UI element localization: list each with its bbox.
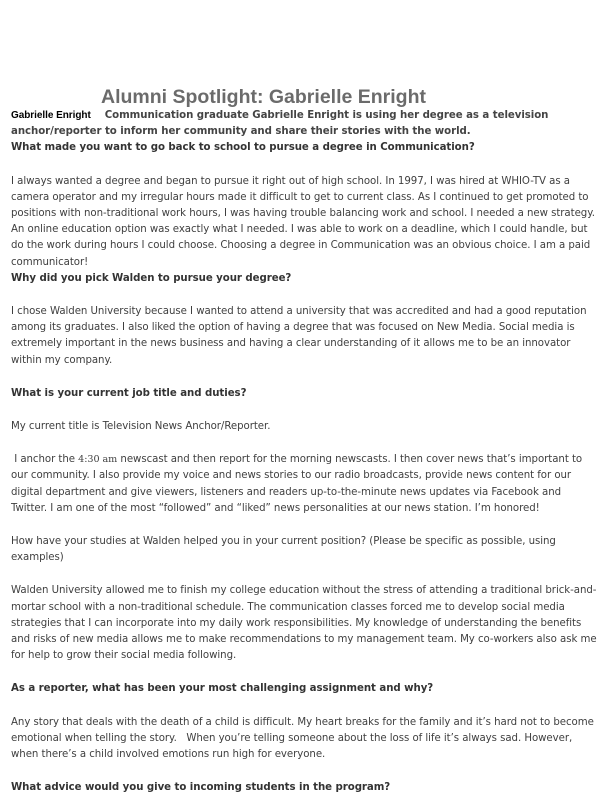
- question-3: What is your current job title and duties?: [11, 387, 247, 399]
- answer-3-title: My current title is Television News Anchor/Reporter.: [11, 421, 271, 433]
- intro-paragraph: [11, 108, 597, 140]
- answer-3-duties: [11, 452, 597, 517]
- answer-3-text-start: I anchor the: [11, 454, 79, 466]
- question-2: Why did you pick Walden to pursue your degree?: [11, 272, 292, 284]
- article-body: [11, 108, 597, 797]
- answer-5: Any story that deals with the death of a child is difficult. My heart breaks for the family and it’s hard not to become emotional when telling the story. When you’re telling someone about the loss of life it’s always sad. However, when there’s a child involved emotions run high for everyone.: [11, 716, 597, 761]
- question-1: What made you want to go back to school to pursue a degree in Communication?: [11, 142, 475, 154]
- intro-text: Communication graduate Gabrielle Enright is using her degree as a television anchor/reporter to inform her community and share their stories with the world.: [11, 110, 549, 138]
- intro-name-caption: Gabrielle Enright: [11, 110, 91, 121]
- page-title: Alumni Spotlight: Gabrielle Enright: [101, 86, 426, 108]
- answer-2: I chose Walden University because I wanted to attend a university that was accredited and had a good reputation among its graduates. I also liked the option of having a degree that was focused on New Media. Social media is extremely important in the news business and having a clear understanding of it allows me to be an innovator within my company.: [11, 306, 587, 366]
- question-6: What advice would you give to incoming students in the program?: [11, 782, 391, 794]
- answer-4: Walden University allowed me to finish my college education without the stress of attending a traditional brick-and-mortar school with a non-traditional schedule. The communication classes forced me to develop social media strategies that I can incorporate into my daily work responsibilities. My knowledge of understanding the benefits and risks of new media allows me to make recommendations to my management team. My co-workers also ask me for help to grow their social media following.: [11, 585, 597, 662]
- answer-3-text-end: newscast and then report for the morning newscasts. I then cover news that’s important to our community. I also provide my voice and news stories to our radio broadcasts, provide news content for our digital department and give viewers, listeners and readers up-to-the-minute news updates via Facebook and Twitter. I am one of the most “followed” and “liked” news personalities at our news station. I’m honored!: [11, 454, 583, 514]
- question-4: How have your studies at Walden helped you in your current position? (Please be specific as possible, using examples): [11, 536, 556, 564]
- newscast-time: 4:30 am: [78, 454, 118, 466]
- answer-1: I always wanted a degree and began to pursue it right out of high school. In 1997, I was hired at WHIO-TV as a camera operator and my irregular hours made it difficult to get to current class. As I continued to get promoted to positions with non-traditional work hours, I was having trouble balancing work and school. I needed a new strategy. An online education option was exactly what I needed. I was able to work on a deadline, which I could handle, but do the work during hours I could choose. Choosing a degree in Communication was an obvious choice. I am a paid communicator!: [11, 175, 595, 268]
- question-5: As a reporter, what has been your most challenging assignment and why?: [11, 683, 434, 695]
